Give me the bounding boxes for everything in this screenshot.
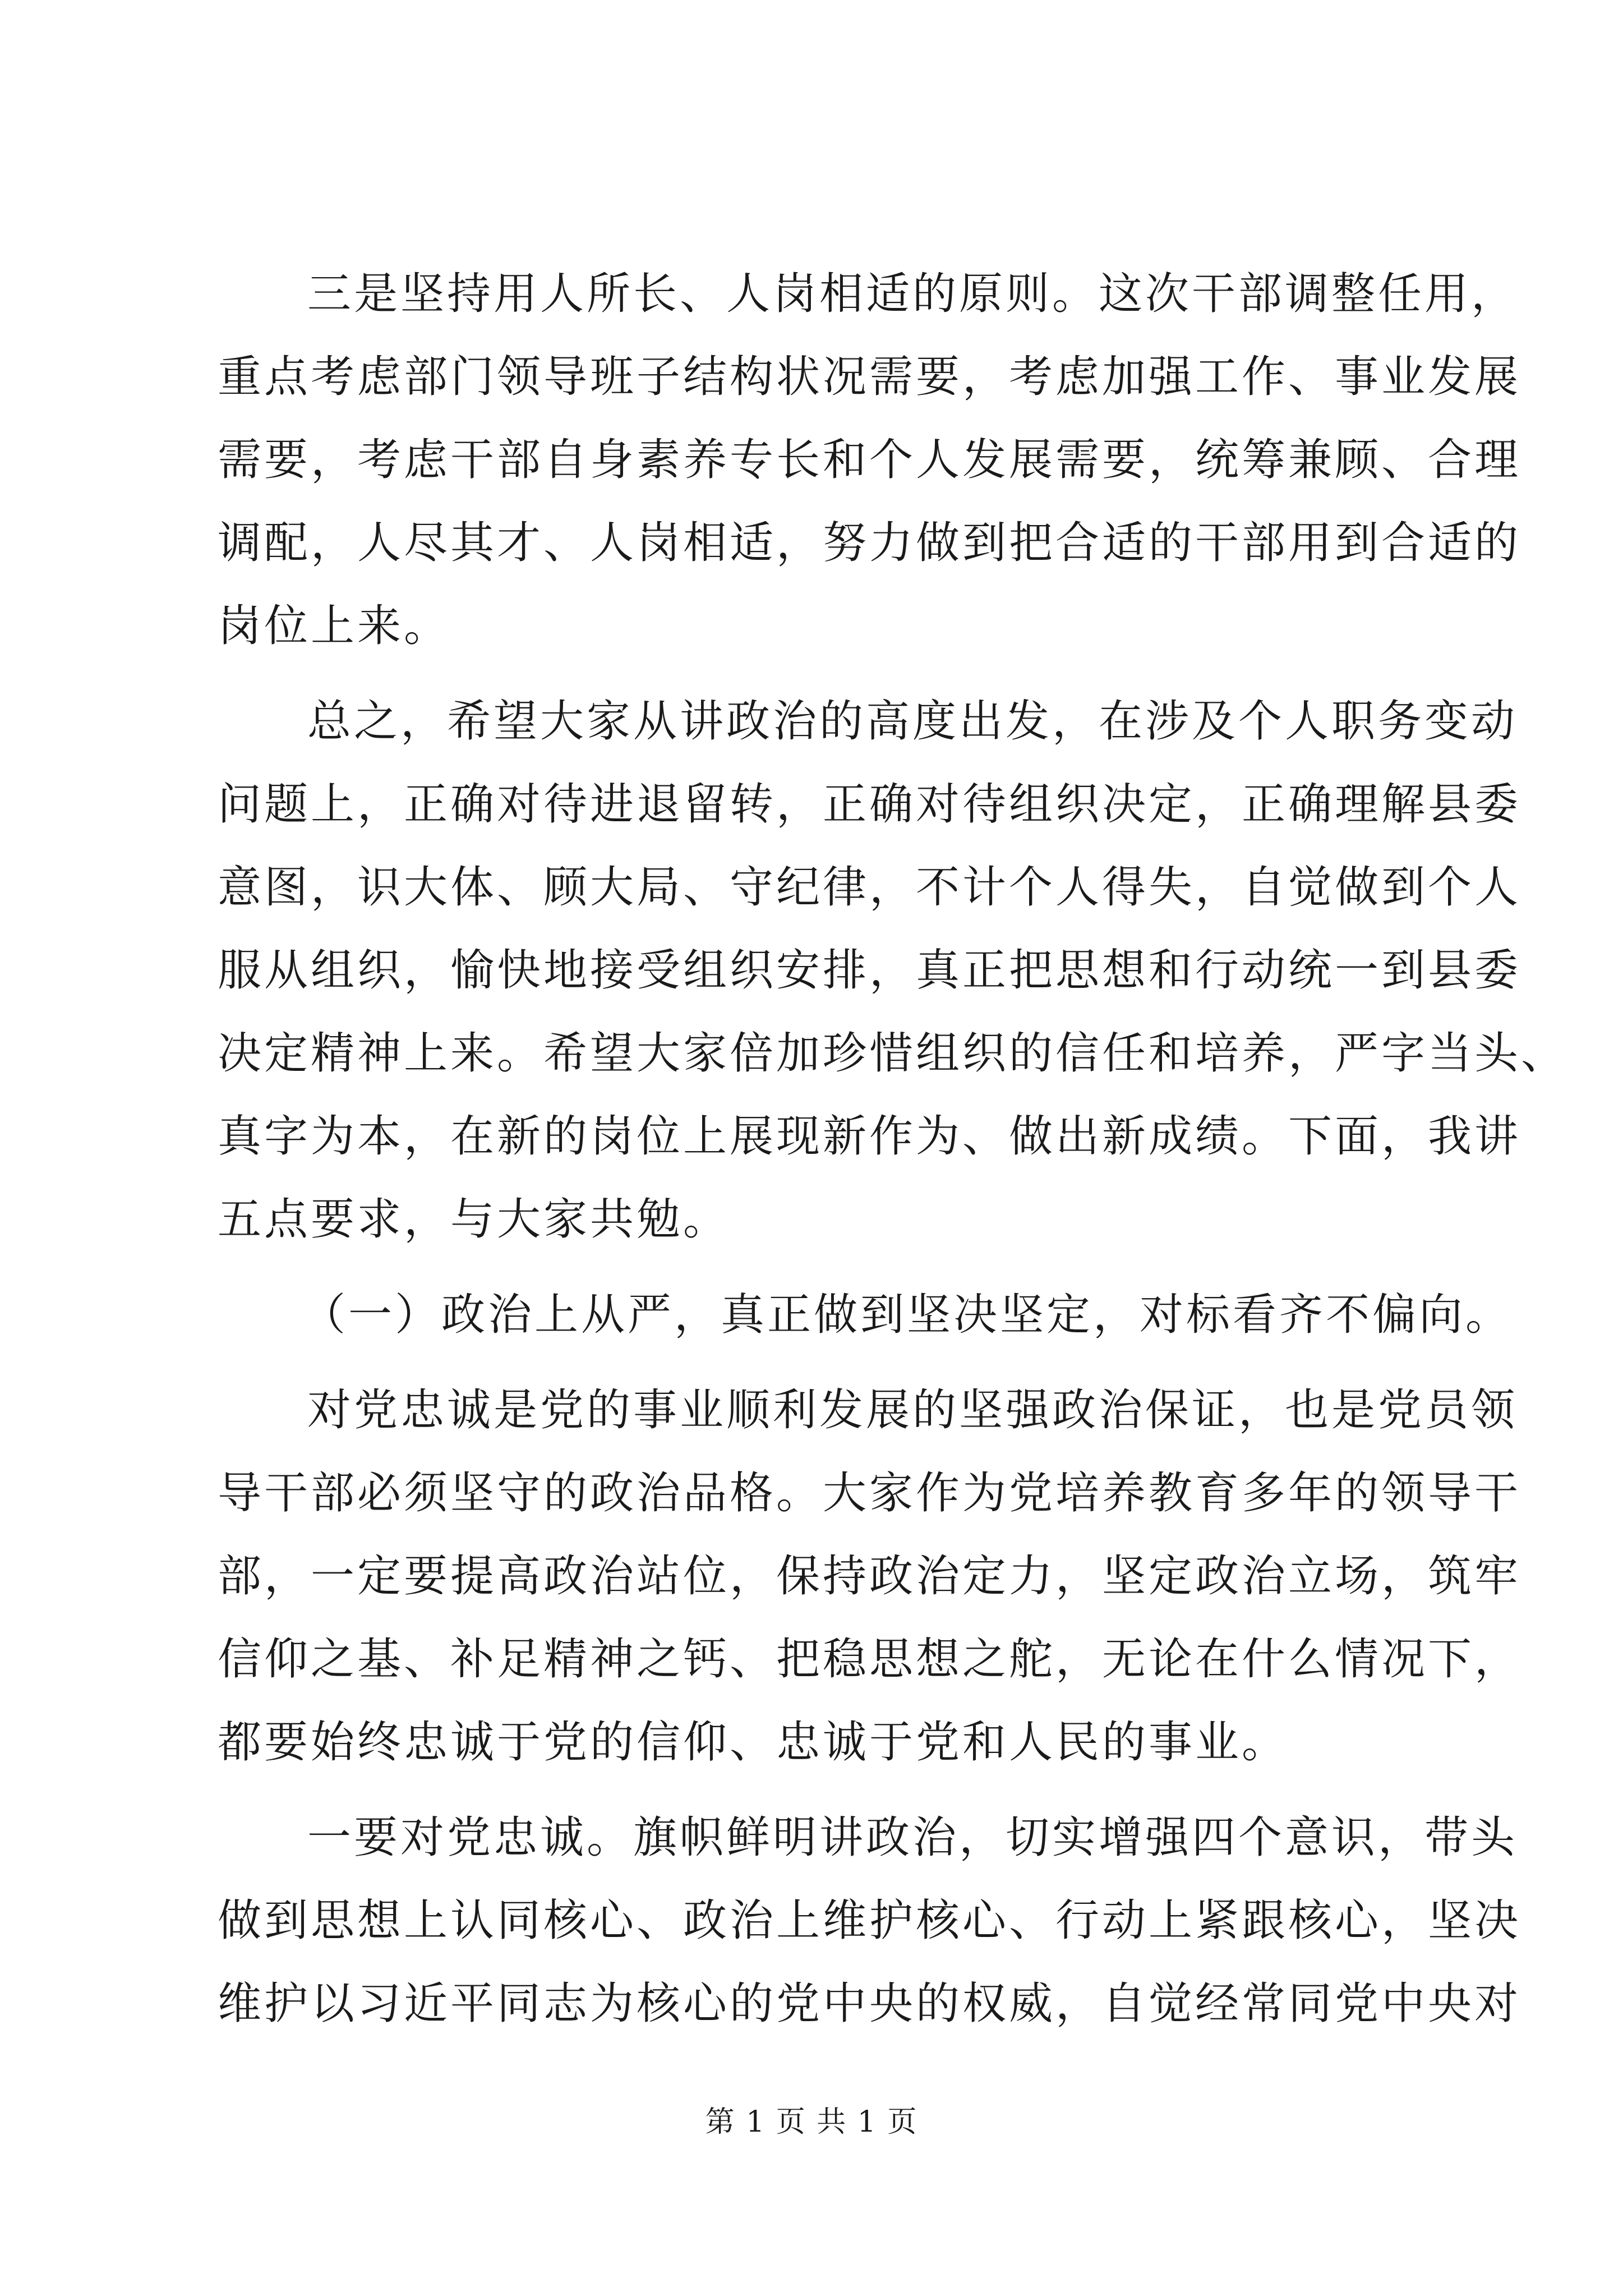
text-line: 决定精神上来。希望大家倍加珍惜组织的信任和培养，严字当头、 (218, 1028, 1568, 1079)
text-line: 真字为本，在新的岗位上展现新作为、做出新成绩。下面，我讲 (218, 1111, 1521, 1162)
text-line: 三是坚持用人所长、人岗相适的原则。这次干部调整任用， (307, 269, 1518, 319)
text-line: 意图，识大体、顾大局、守纪律，不计个人得失，自觉做到个人 (218, 862, 1521, 913)
text-line: 五点要求，与大家共勉。 (218, 1194, 730, 1245)
text-line: 服从组织，愉快地接受组织安排，真正把思想和行动统一到县委 (218, 945, 1521, 996)
text-line: 重点考虑部门领导班子结构状况需要，考虑加强工作、事业发展 (218, 352, 1521, 402)
text-line: 总之，希望大家从讲政治的高度出发，在涉及个人职务变动 (307, 696, 1518, 747)
text-line: 调配，人尽其才、人岗相适，努力做到把合适的干部用到合适的 (218, 518, 1521, 568)
text-line: 维护以习近平同志为核心的党中央的权威，自觉经常同党中央对 (218, 1978, 1521, 2029)
text-line: 部，一定要提高政治站位，保持政治定力，坚定政治立场，筑牢 (218, 1551, 1521, 1602)
section-heading (218, 1273, 1513, 1356)
text-line: 对党忠诚是党的事业顺利发展的坚强政治保证，也是党员领 (307, 1385, 1518, 1435)
text-line: 做到思想上认同核心、政治上维护核心、行动上紧跟核心，坚决 (218, 1895, 1521, 1946)
paragraph (218, 680, 1568, 1261)
paragraph (218, 1796, 1521, 2045)
text-line: 问题上，正确对待进退留转，正确对待组织决定，正确理解县委 (218, 779, 1521, 830)
text-line: 都要始终忠诚于党的信仰、忠诚于党和人民的事业。 (218, 1717, 1289, 1768)
paragraph (218, 1369, 1521, 1784)
text-line: 导干部必须坚守的政治品格。大家作为党培养教育多年的领导干 (218, 1468, 1521, 1519)
page-number-footer: 第 1 页 共 1 页 (705, 2105, 918, 2139)
paragraph (218, 252, 1521, 668)
text-line: 岗位上来。 (218, 601, 451, 651)
text-line: （一）政治上从严，真正做到坚决坚定，对标看齐不偏向。 (302, 1290, 1513, 1340)
text-line: 一要对党忠诚。旗帜鲜明讲政治，切实增强四个意识，带头 (307, 1812, 1518, 1863)
document-body (218, 252, 1568, 2058)
text-line: 需要，考虑干部自身素养专长和个人发展需要，统筹兼顾、合理 (218, 435, 1521, 485)
text-line: 信仰之基、补足精神之钙、把稳思想之舵，无论在什么情况下， (218, 1634, 1521, 1685)
